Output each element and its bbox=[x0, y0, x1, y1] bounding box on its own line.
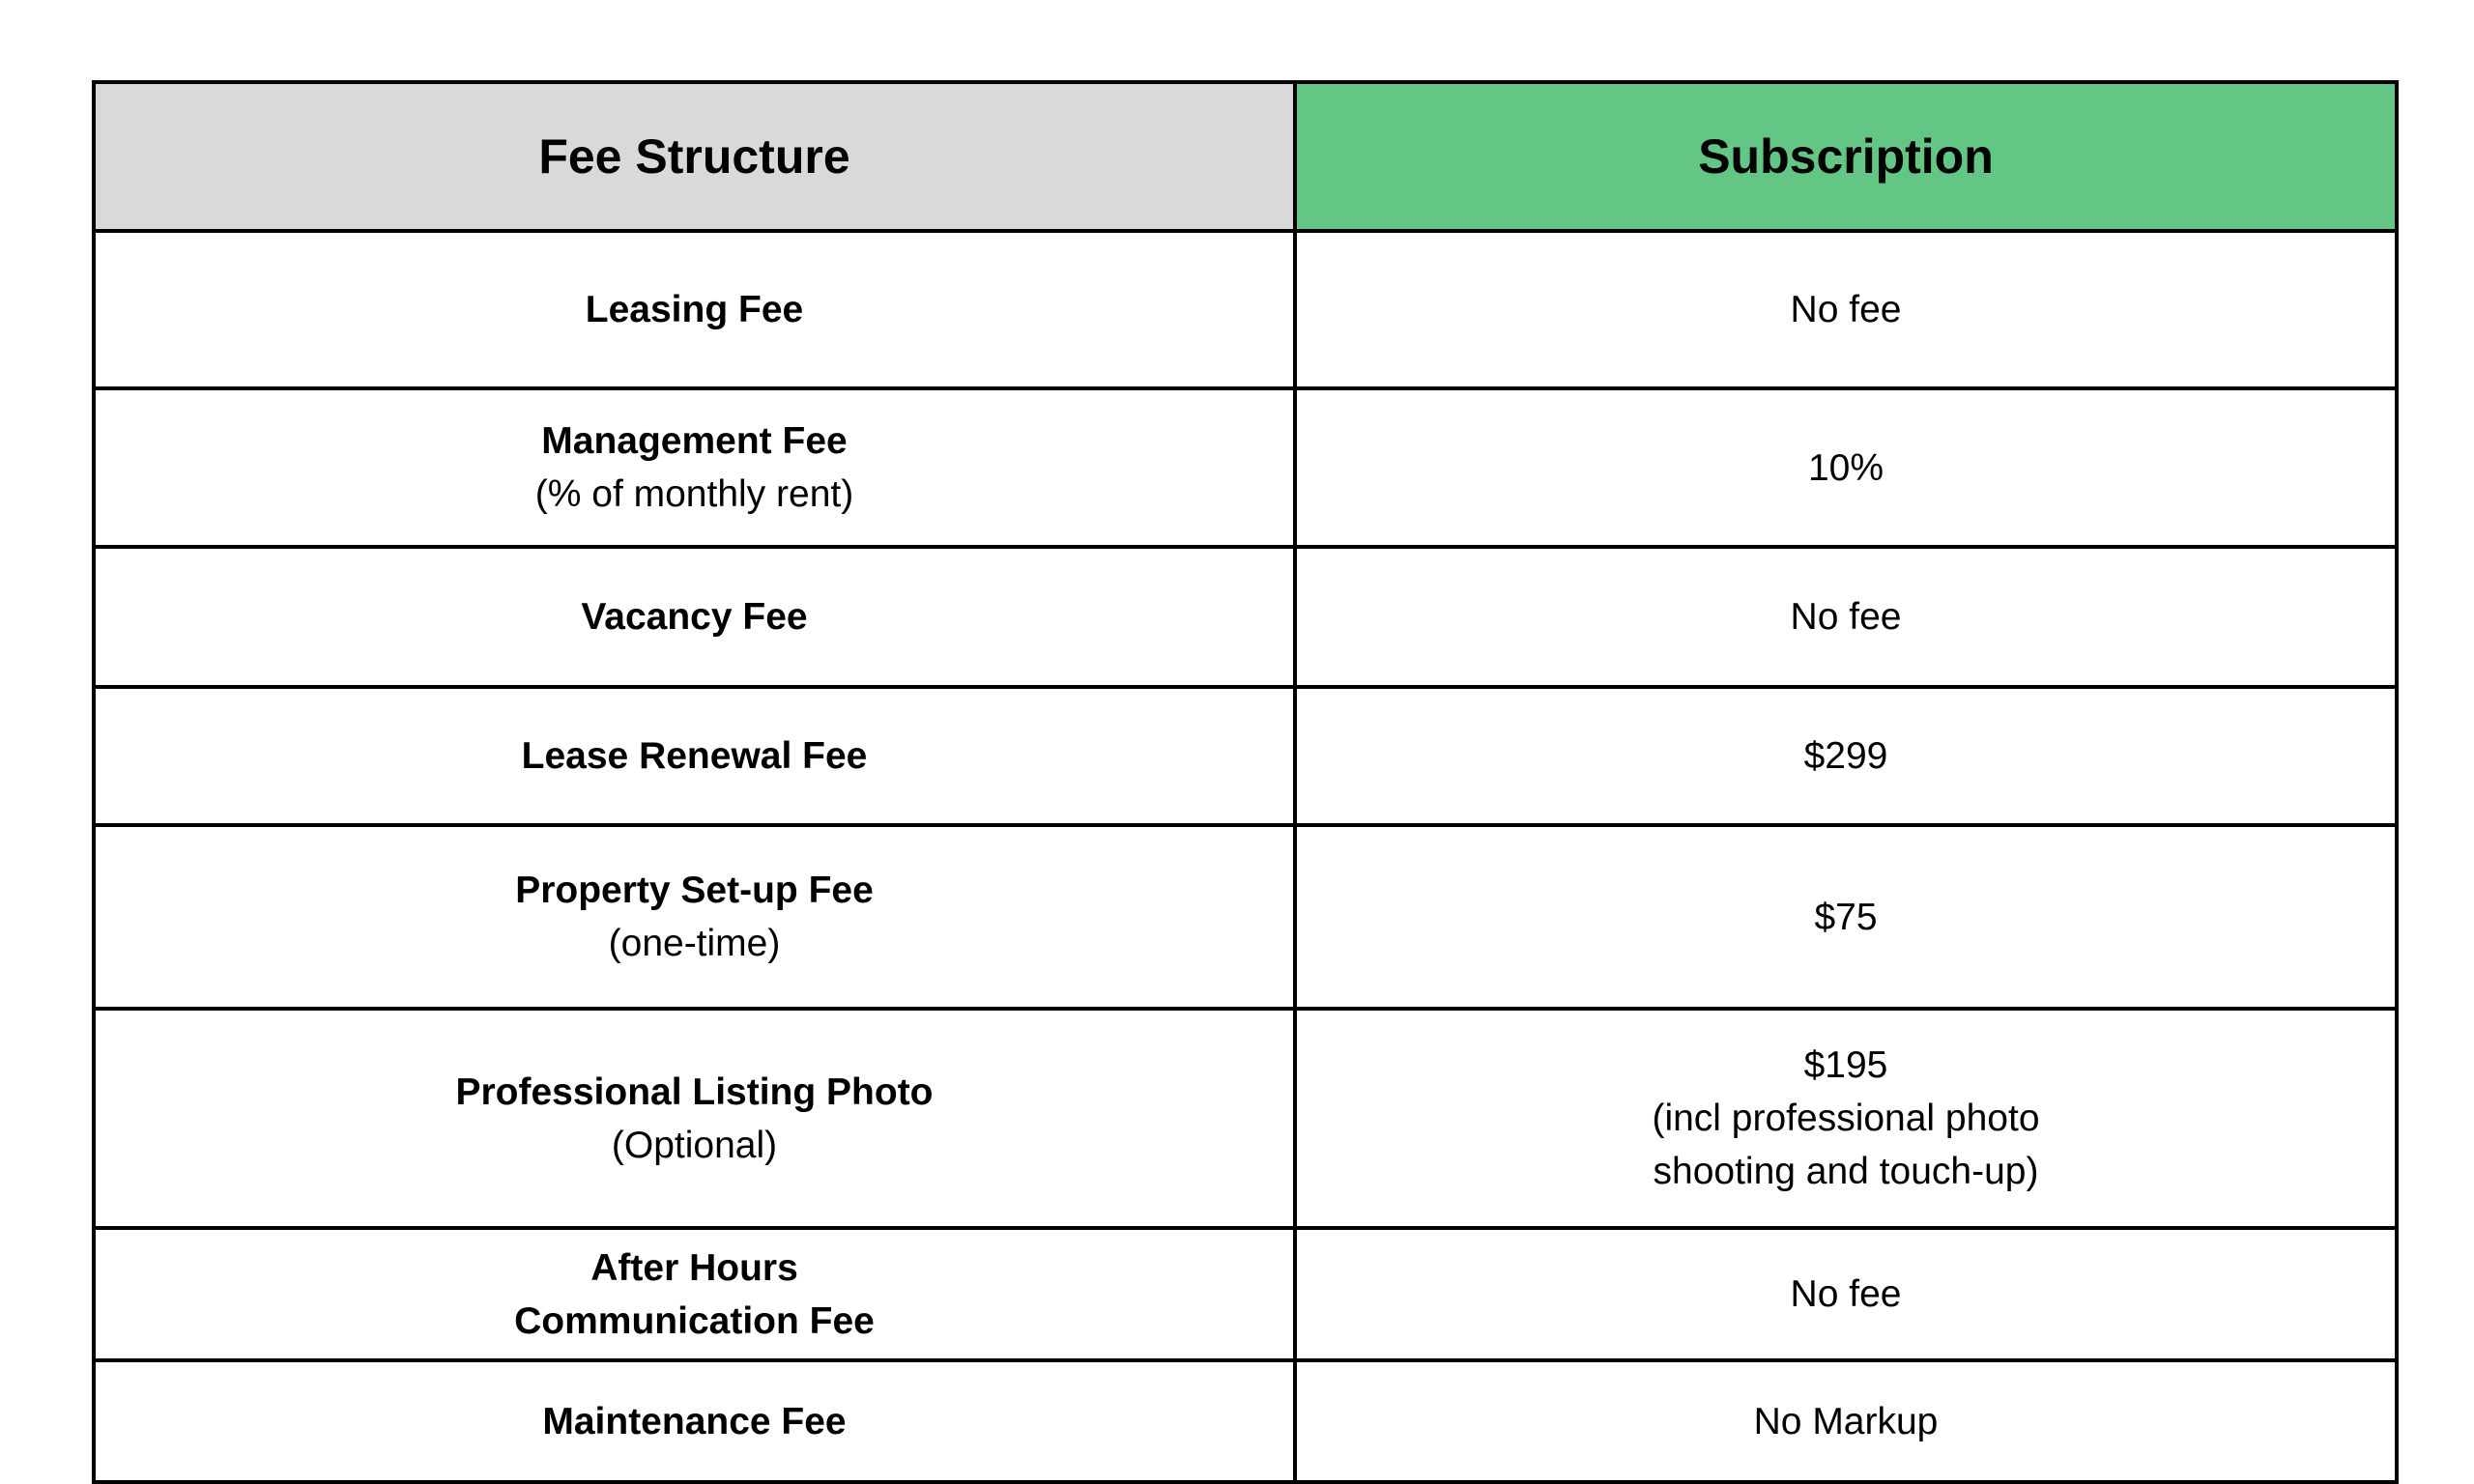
fee-value: 10% bbox=[1807, 446, 1884, 489]
fee-name-cell bbox=[94, 687, 1295, 825]
subscription-header: Subscription bbox=[1295, 82, 2397, 231]
fee-value-cell bbox=[1295, 687, 2397, 825]
fee-value: $195 (incl professional photo shooting and touch-up) bbox=[1652, 1044, 2040, 1192]
fee-name-cell bbox=[94, 388, 1295, 547]
fee-value: $75 bbox=[1814, 896, 1878, 938]
fee-value: No fee bbox=[1790, 1273, 1902, 1315]
table-row bbox=[94, 687, 2397, 825]
fee-note: (% of monthly rent) bbox=[534, 473, 854, 515]
fee-name-cell bbox=[94, 1228, 1295, 1360]
table-row bbox=[94, 1360, 2397, 1482]
fee-name-cell bbox=[94, 1009, 1295, 1228]
fee-name: Professional Listing Photo bbox=[455, 1070, 934, 1113]
fee-value: No fee bbox=[1790, 596, 1902, 638]
fee-name-cell bbox=[94, 825, 1295, 1009]
fee-comparison-table bbox=[92, 80, 2399, 1484]
fee-note: (one-time) bbox=[608, 923, 781, 964]
fee-value-cell bbox=[1295, 825, 2397, 1009]
fee-name: Maintenance Fee bbox=[542, 1400, 847, 1442]
fee-name: Lease Renewal Fee bbox=[521, 735, 868, 777]
fee-value: No fee bbox=[1790, 289, 1902, 330]
fee-value-cell bbox=[1295, 1228, 2397, 1360]
fee-name: Management Fee bbox=[541, 420, 848, 462]
table-row bbox=[94, 547, 2397, 687]
fee-name-cell bbox=[94, 547, 1295, 687]
fee-value-cell bbox=[1295, 1009, 2397, 1228]
header-row bbox=[94, 82, 2397, 231]
table-row bbox=[94, 231, 2397, 388]
fee-value: No Markup bbox=[1753, 1400, 1939, 1442]
table-header bbox=[94, 82, 2397, 231]
fee-value-cell bbox=[1295, 1360, 2397, 1482]
table-row bbox=[94, 388, 2397, 547]
fee-structure-header: Fee Structure bbox=[94, 82, 1295, 231]
fee-name: After Hours Communication Fee bbox=[514, 1246, 875, 1342]
fee-name-cell bbox=[94, 231, 1295, 388]
fee-name: Vacancy Fee bbox=[581, 596, 808, 638]
table-row bbox=[94, 1009, 2397, 1228]
fee-note: (Optional) bbox=[611, 1124, 778, 1166]
fee-name: Property Set-up Fee bbox=[515, 870, 874, 911]
table-row bbox=[94, 825, 2397, 1009]
fee-name: Leasing Fee bbox=[585, 289, 804, 330]
fee-name-cell bbox=[94, 1360, 1295, 1482]
table-row bbox=[94, 1228, 2397, 1360]
fee-value-cell bbox=[1295, 388, 2397, 547]
fee-value: $299 bbox=[1803, 735, 1888, 777]
table-body bbox=[94, 231, 2397, 1482]
fee-value-cell bbox=[1295, 547, 2397, 687]
fee-value-cell bbox=[1295, 231, 2397, 388]
